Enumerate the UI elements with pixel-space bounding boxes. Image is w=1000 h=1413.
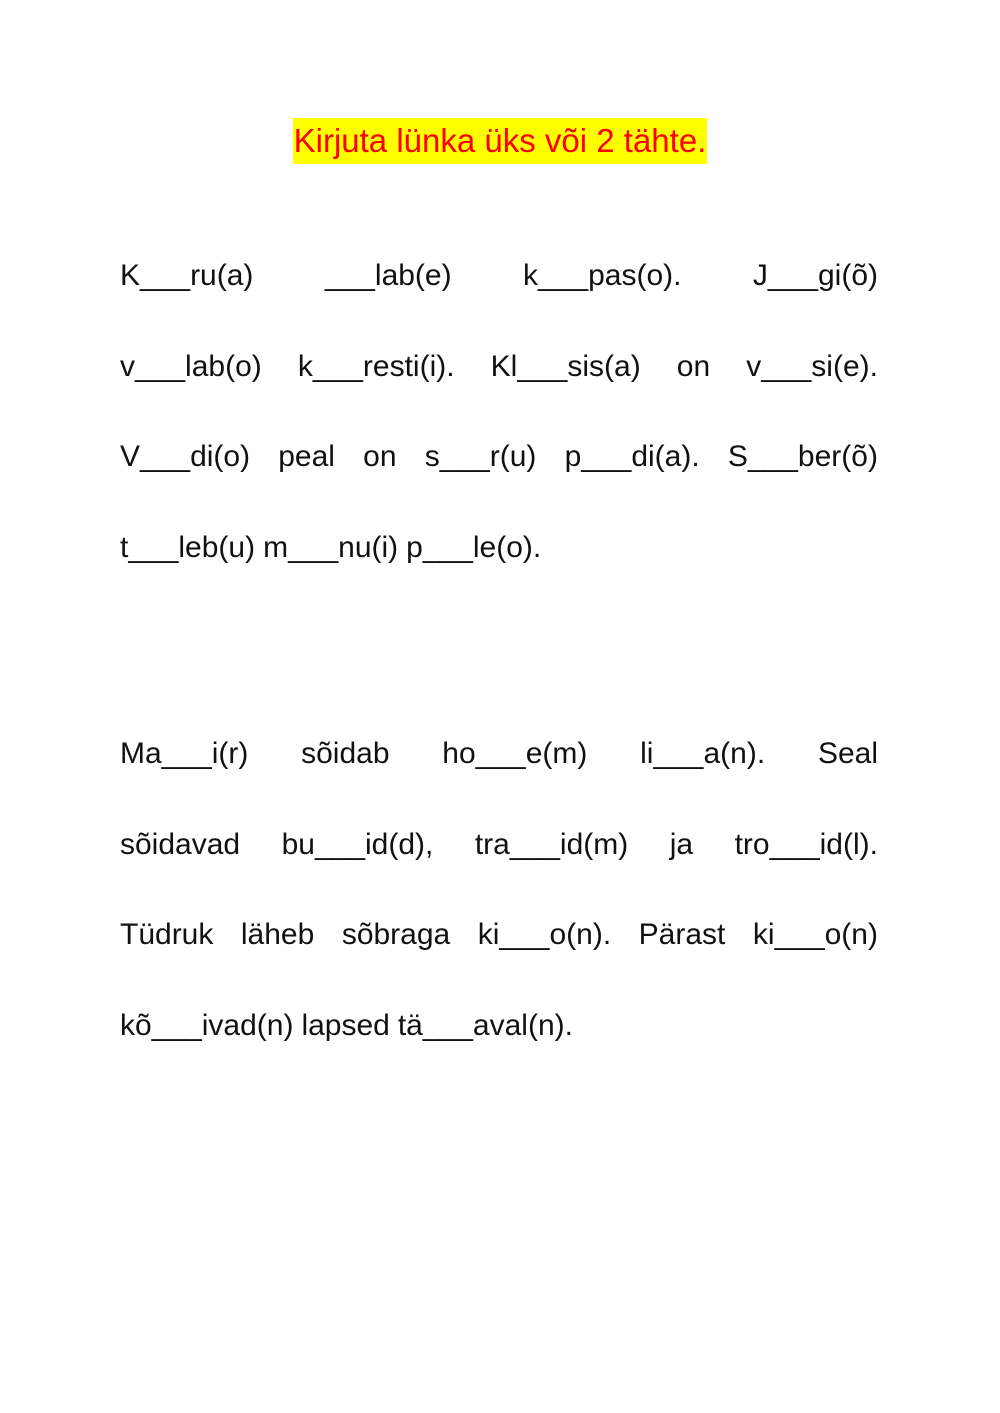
- word: ki___o(n).: [477, 918, 612, 951]
- word: ja: [669, 827, 694, 861]
- word: Ma___i(r): [120, 737, 249, 770]
- worksheet-title: Kirjuta lünka üks või 2 tähte.: [293, 118, 708, 164]
- title-container: [0, 118, 1000, 164]
- word: tro___id(l).: [734, 827, 878, 861]
- word: K___ru(a): [120, 259, 254, 292]
- word: Seal: [817, 737, 878, 770]
- word: on: [363, 440, 397, 473]
- word: sõbraga: [341, 918, 451, 951]
- word: bu___id(d),: [281, 827, 434, 861]
- word: V___di(o): [120, 440, 251, 473]
- word: ho___e(m): [442, 737, 588, 770]
- word: li___a(n).: [640, 737, 766, 770]
- text-line: [120, 520, 878, 611]
- word: Pärast: [638, 918, 726, 951]
- word: J___gi(õ): [752, 259, 878, 292]
- word: v___lab(o): [120, 349, 262, 383]
- text-line: [120, 907, 878, 998]
- word: m___nu(i): [263, 530, 399, 564]
- word: sõidab: [301, 737, 390, 770]
- word: sõidavad: [120, 827, 241, 861]
- exercise-paragraph-2: [120, 726, 878, 1088]
- word: Tüdruk: [120, 918, 214, 951]
- word: s___r(u): [424, 440, 537, 473]
- text-line: [120, 998, 878, 1089]
- word: ___lab(e): [324, 259, 452, 292]
- exercise-paragraph-1: [120, 248, 878, 610]
- text-line: [120, 248, 878, 339]
- text-line: [120, 726, 878, 817]
- word: ki___o(n): [752, 918, 878, 951]
- word: peal: [278, 440, 335, 473]
- word: S___ber(õ): [727, 440, 878, 473]
- text-line: [120, 817, 878, 908]
- word: tä___aval(n).: [397, 1008, 573, 1042]
- word: läheb: [240, 918, 315, 951]
- word: Kl___sis(a): [490, 349, 641, 383]
- word: on: [676, 349, 711, 383]
- text-line: [120, 429, 878, 520]
- word: lapsed: [301, 1008, 390, 1042]
- word: p___le(o).: [406, 530, 542, 564]
- word: tra___id(m): [474, 827, 629, 861]
- word: p___di(a).: [564, 440, 700, 473]
- word: v___si(e).: [746, 349, 878, 383]
- text-line: [120, 339, 878, 430]
- word: kõ___ivad(n): [120, 1008, 294, 1042]
- word: k___resti(i).: [297, 349, 455, 383]
- word: t___leb(u): [120, 530, 256, 564]
- word: k___pas(o).: [523, 259, 682, 292]
